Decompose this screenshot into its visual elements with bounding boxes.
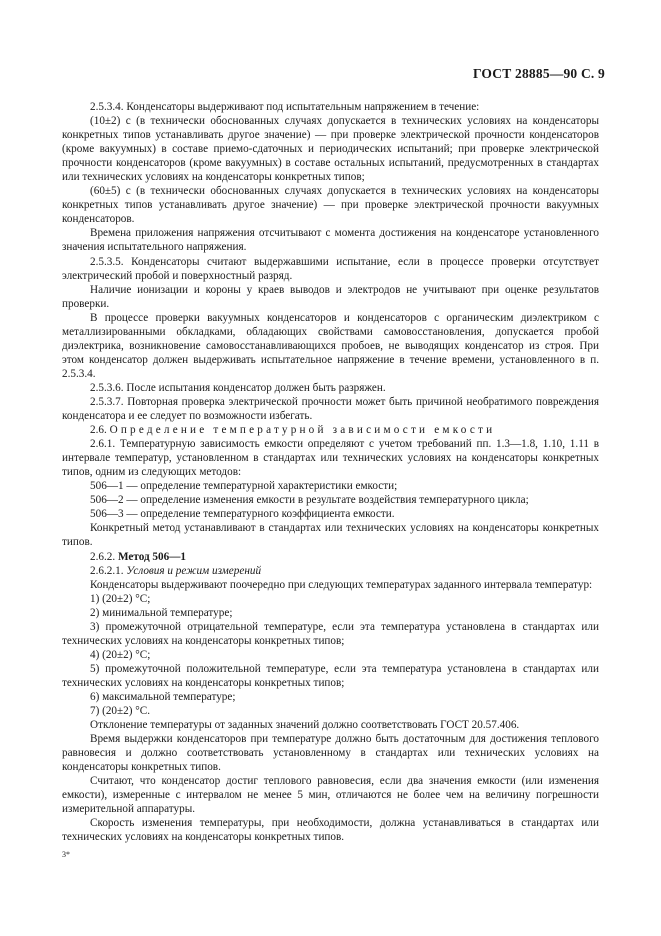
section-title: Метод 506—1	[117, 550, 186, 563]
list-item: 7) (20±2) °С.	[90, 705, 151, 718]
list-item: 1) (20±2) °С;	[90, 592, 151, 605]
paragraph: Считают, что конденсатор достиг теплового равновесия, если два значения емкости (или изменения емкости), измеренные с интервалом не менее 5 мин, отличаются не более чем на величину погрешности измерительной аппаратуры.	[62, 775, 599, 816]
list-item: 5) промежуточной положительной температуре, если эта температура установлена в стандартах или технических условиях на конденсаторы конкретных типов;	[62, 662, 599, 689]
list-item: 2) минимальной температуре;	[90, 606, 233, 619]
section-title: Определение температурной зависимости емкости	[109, 424, 496, 437]
paragraph: Конкретный метод устанавливают в стандартах или технических условиях на конденсаторы конкретных типов.	[62, 522, 599, 549]
paragraph: Отклонение температуры от заданных значений должно соответствовать ГОСТ 20.57.406.	[90, 719, 520, 732]
section-heading-2-6-2-1	[62, 564, 599, 578]
list-item: 4) (20±2) °С;	[90, 648, 151, 661]
paragraph: В процессе проверки вакуумных конденсаторов и конденсаторов с органическим диэлектриком с металлизированными обкладками, обладающих свойствами самовосстановления, допускается пробой диэлектрика, возникновение самовосстанавливающихся пробоев, не выводящих конденсатор из строя. При этом конденсатор должен выдерживать испытательное напряжение в течение времени, установленного в п. 2.5.3.4.	[62, 311, 599, 380]
section-number: 2.6.2.	[90, 550, 116, 563]
paragraph: (60±5) с (в технически обоснованных случаях допускается в технических условиях на конденсаторы конкретных типов устанавливать другое значение) — при проверке электрической прочности вакуумных конденсаторов.	[62, 185, 599, 226]
method-item: 506—1 — определение температурной характеристики емкости;	[90, 480, 398, 493]
paragraph: 2.5.3.5. Конденсаторы считают выдержавшими испытание, если в процессе проверки отсутствует электрический пробой и поверхностный разряд.	[62, 255, 599, 282]
section-heading-2-6	[62, 423, 599, 437]
section-title: Условия и режим измерений	[126, 564, 262, 577]
section-number: 2.6.	[90, 424, 107, 437]
list-item: 6) максимальной температуре;	[90, 690, 236, 703]
method-item: 506—2 — определение изменения емкости в результате воздействия температурного цикла;	[90, 494, 529, 507]
list-item: 3) промежуточной отрицательной температуре, если эта температура установлена в стандартах или технических условиях на конденсаторы конкретных типов;	[62, 620, 599, 647]
paragraph: Времена приложения напряжения отсчитывают с момента достижения на конденсаторе установленного значения испытательного напряжения.	[62, 227, 599, 254]
paragraph: 2.5.3.7. Повторная проверка электрической прочности может быть причиной необратимого повреждения конденсатора и ее следует по возможности избегать.	[62, 395, 599, 423]
paragraph: 2.6.1. Температурную зависимость емкости определяют с учетом требований пп. 1.3—1.8, 1.10, 1.11 в интервале температур, установленном в стандартах или технических условиях на конденсаторы конкретных типов, одним из следующих методов:	[62, 438, 599, 479]
method-item: 506—3 — определение температурного коэффициента емкости.	[90, 508, 395, 521]
paragraph: Скорость изменения температуры, при необходимости, должна устанавливаться в стандартах или технических условиях на конденсаторы конкретных типов.	[62, 817, 599, 844]
paragraph: Конденсаторы выдерживают поочередно при следующих температурах заданного интервала температур:	[90, 578, 593, 591]
paragraph: Время выдержки конденсаторов при температуре должно быть достаточным для достижения теплового равновесия и должно соответствовать установленному в стандартах или технических условиях на конденсаторы конкретных типов.	[62, 733, 599, 774]
paragraph: 2.5.3.4. Конденсаторы выдерживают под испытательным напряжением в течение:	[90, 101, 480, 113]
section-number: 2.6.2.1.	[90, 564, 124, 577]
page-header: ГОСТ 28885—90 С. 9	[472, 66, 605, 81]
paragraph: Наличие ионизации и короны у краев выводов и электродов не учитывают при оценке результатов проверки.	[62, 283, 599, 310]
section-heading-2-6-2	[62, 550, 599, 564]
document-body	[62, 100, 599, 844]
page-footer-mark: 3*	[62, 850, 70, 859]
paragraph: (10±2) с (в технически обоснованных случаях допускается в технических условиях на конденсаторы конкретных типов устанавливать другое значение) — при проверке электрической прочности конденсаторов (кроме вакуумных) в составе приемо-сдаточных и периодических испытаний; при проверке электрической прочности конденсаторов (кроме вакуумных) в составе остальных испытаний, предусмотренных в стандартах или технических условиях на конденсаторы конкретных типов;	[62, 115, 599, 184]
paragraph: 2.5.3.6. После испытания конденсатор должен быть разряжен.	[90, 381, 386, 394]
